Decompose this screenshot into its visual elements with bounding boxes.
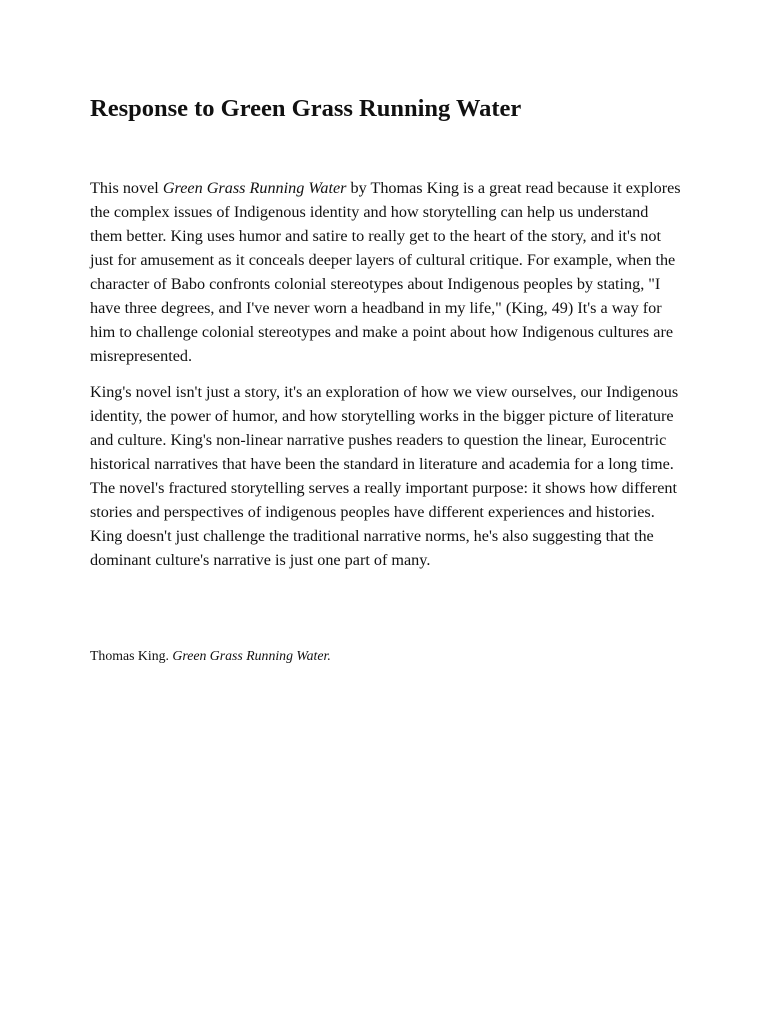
paragraph-1-intro: This novel	[90, 179, 163, 197]
reference-citation	[90, 647, 331, 665]
paragraph-1-body: by Thomas King is a great read because it explores the complex issues of Indigenous identity and how storytelling can help us understand them better. King uses humor and satire to really get to the heart of the story, and it's not just for amusement as it conceals deeper layers of cultural critique. For example, when the character of Babo confronts colonial stereotypes about Indigenous peoples by stating, "I have three degrees, and I've never worn a headband in my life," (King, 49) It's a way for him to challenge colonial stereotypes and make a point about how Indigenous cultures are misrepresented.	[90, 179, 681, 365]
reference-title: Green Grass Running Water.	[172, 648, 331, 663]
book-title-italic: Green Grass Running Water	[162, 179, 347, 197]
paragraph-1	[90, 176, 682, 368]
reference-author: Thomas King.	[90, 648, 173, 663]
document-title: Response to Green Grass Running Water	[90, 95, 522, 122]
paragraph-2: King's novel isn't just a story, it's an exploration of how we view ourselves, our Indigenous identity, the power of humor, and how storytelling works in the bigger picture of literature and culture. King's non-linear narrative pushes readers to question the linear, Eurocentric historical narratives that have been the standard in literature and academia for a long time. The novel's fractured storytelling serves a really important purpose: it shows how different stories and perspectives of indigenous peoples have different experiences and histories. King doesn't just challenge the traditional narrative norms, he's also suggesting that the dominant culture's narrative is just one part of many.	[90, 383, 679, 569]
